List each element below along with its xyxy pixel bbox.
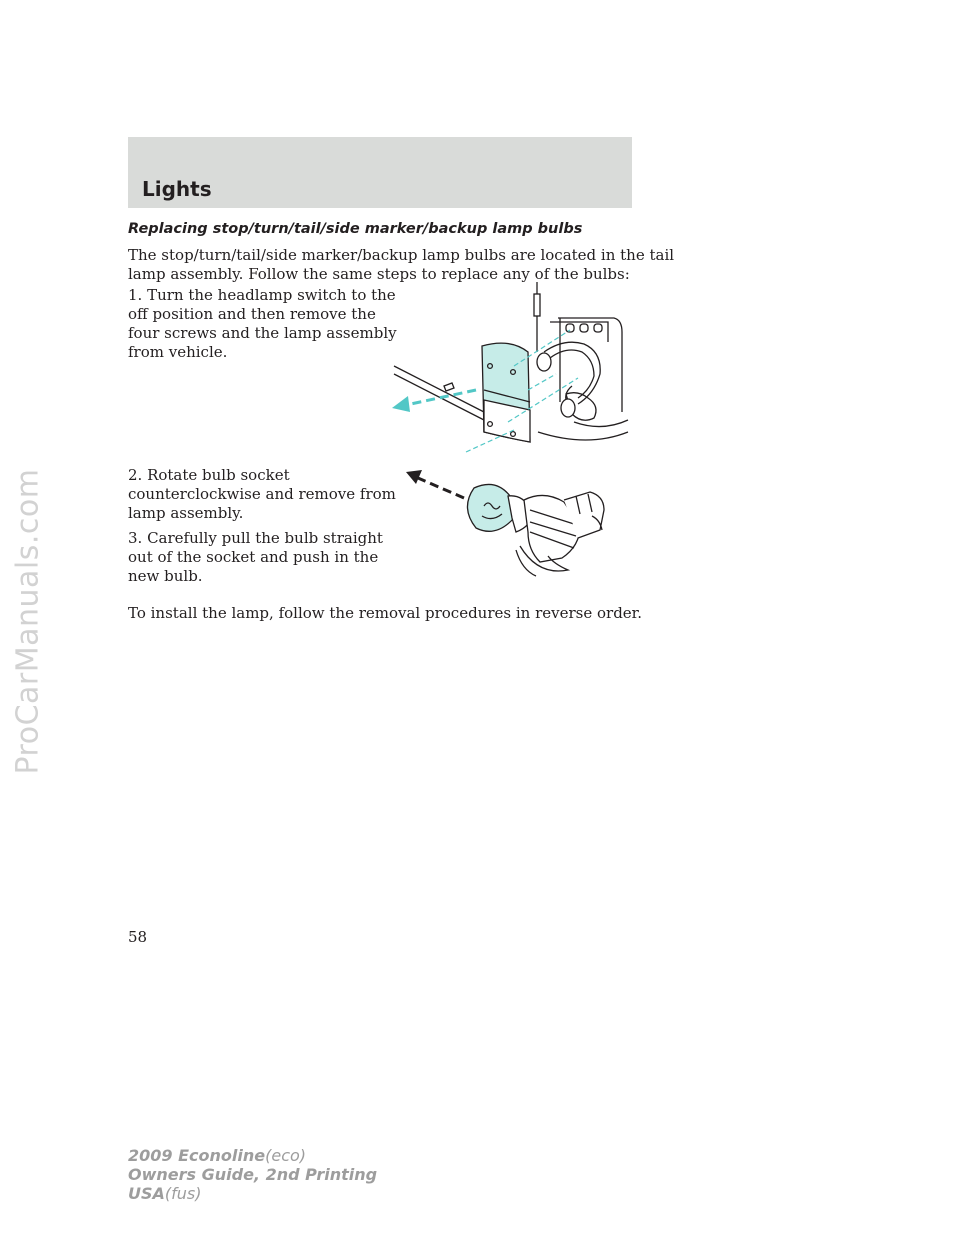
watermark-text: ProCarManuals.com [10, 467, 46, 775]
footer-model: 2009 Econoline [128, 1146, 266, 1165]
step-3-line: out of the socket and push in the [128, 548, 379, 566]
watermark [4, 0, 52, 1242]
step-2 [128, 466, 396, 523]
step-1-line: off position and then remove the [128, 305, 376, 323]
closing-paragraph: To install the lamp, follow the removal procedures in reverse order. [128, 604, 642, 622]
step-3-line: new bulb. [128, 567, 203, 585]
step-2-line: 2. Rotate bulb socket [128, 466, 290, 484]
step-3 [128, 529, 383, 586]
section-header-band [128, 137, 632, 208]
step-3-line: 3. Carefully pull the bulb straight [128, 529, 383, 547]
intro-line-1: The stop/turn/tail/side marker/backup lamp bulbs are located in the tail [128, 246, 675, 264]
step-1-line: from vehicle. [128, 343, 228, 361]
footer-market-code: (fus) [164, 1184, 202, 1203]
tail-lamp-removal-illustration [388, 282, 638, 454]
step-1-line: 1. Turn the headlamp switch to the [128, 286, 396, 304]
page-number: 58 [128, 928, 148, 946]
step-1-line: four screws and the lamp assembly [128, 324, 397, 342]
bulb-socket-illustration [404, 466, 614, 584]
footer-market: USA [128, 1184, 165, 1203]
subsection-heading: Replacing stop/turn/tail/side marker/backup lamp bulbs [128, 221, 583, 237]
intro-paragraph [128, 246, 674, 284]
step-1 [128, 286, 397, 362]
document-footer [128, 1146, 377, 1203]
section-title: Lights [142, 177, 212, 201]
footer-line-2: Owners Guide, 2nd Printing [128, 1165, 378, 1184]
footer-line-1 [128, 1146, 377, 1165]
footer-model-code: (eco) [265, 1146, 307, 1165]
intro-line-2: lamp assembly. Follow the same steps to replace any of the bulbs: [128, 265, 630, 283]
footer-line-3 [128, 1184, 377, 1203]
step-2-line: lamp assembly. [128, 504, 244, 522]
step-2-line: counterclockwise and remove from [128, 485, 396, 503]
